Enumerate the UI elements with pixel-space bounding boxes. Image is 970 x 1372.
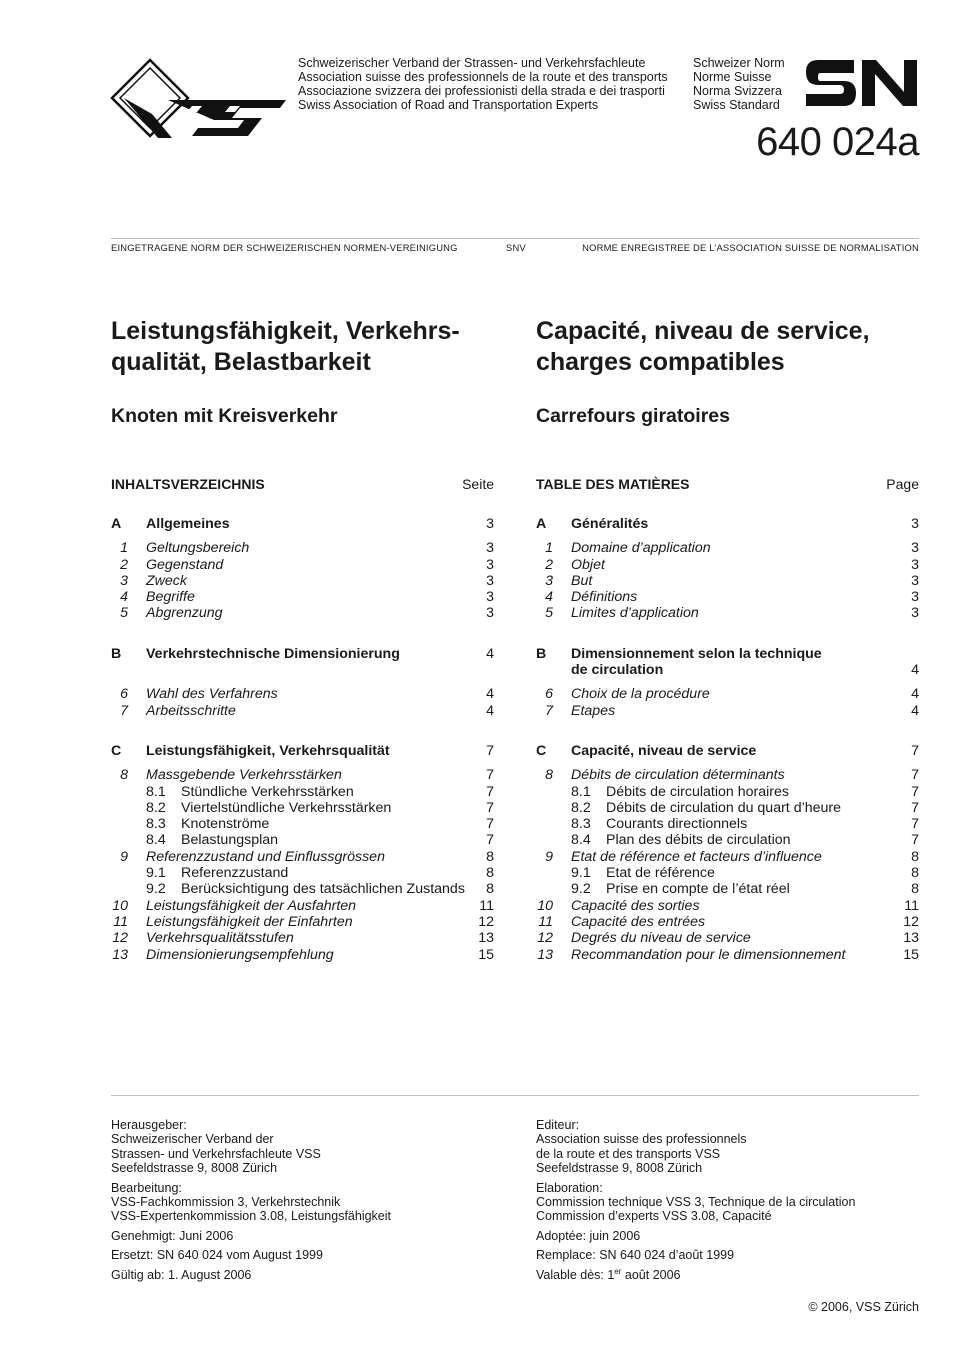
toc-label: Verkehrstechnische Dimensionierung <box>146 645 400 662</box>
toc-page: 7 <box>486 816 494 833</box>
toc-number: 8.3 <box>571 816 591 833</box>
toc-number: 8.1 <box>146 783 166 800</box>
toc-page: 3 <box>911 540 919 557</box>
toc-number: 11 <box>538 913 553 930</box>
toc-page: 7 <box>486 783 494 800</box>
toc-label-line-1: Dimensionnement selon la technique <box>571 645 822 662</box>
editing-line: VSS-Expertenkommission 3.08, Leistungsfähigkeit <box>111 1209 392 1224</box>
toc-label: Choix de la procédure <box>571 686 710 703</box>
publisher-label: Editeur: <box>536 1118 580 1132</box>
toc-label: Etat de référence et facteurs d’influence <box>571 848 822 865</box>
editing-label: Bearbeitung: <box>111 1180 182 1195</box>
toc-page: 3 <box>911 589 919 606</box>
toc-label: But <box>571 572 593 589</box>
norm-type-labels <box>693 56 785 112</box>
toc-label: Prise en compte de l’état réel <box>606 881 790 898</box>
toc-number: 9.1 <box>146 865 166 882</box>
toc-page: 3 <box>486 556 494 573</box>
norm-label-it: Norma Svizzera <box>693 84 782 98</box>
toc-item[interactable] <box>536 849 919 865</box>
toc-item[interactable] <box>111 849 494 865</box>
toc-item[interactable] <box>536 767 919 783</box>
toc-number: 9.2 <box>571 881 591 898</box>
french-column <box>536 316 919 963</box>
toc-item[interactable] <box>536 686 919 702</box>
toc-page: 7 <box>911 816 919 833</box>
toc-page: 4 <box>486 645 494 662</box>
toc-label: Zweck <box>146 572 187 589</box>
toc-label: Courants directionnels <box>606 816 748 833</box>
toc-number: 3 <box>120 572 128 589</box>
toc-page: 7 <box>911 767 919 784</box>
toc-page: 3 <box>486 589 494 606</box>
toc-number: 1 <box>545 540 553 557</box>
toc-item[interactable] <box>111 898 494 914</box>
org-line-it: Associazione svizzera dei professionisti della strada e dei trasporti <box>298 84 665 98</box>
toc-number: 9 <box>545 848 553 865</box>
publisher-address: Seefeldstrasse 9, 8008 Zürich <box>111 1161 278 1176</box>
toc-number: 9.1 <box>571 865 591 882</box>
norm-label-de: Schweizer Norm <box>693 56 785 70</box>
toc-label-line-2: de circulation <box>571 662 664 679</box>
toc-heading-fr <box>536 476 919 493</box>
toc-label: Referenzzustand und Einflussgrössen <box>146 848 385 865</box>
toc-subitem[interactable] <box>111 865 494 881</box>
toc-section[interactable] <box>536 516 919 532</box>
toc-page: 3 <box>486 540 494 557</box>
toc-page: 4 <box>911 702 919 719</box>
toc-page: 8 <box>486 865 494 882</box>
toc-number: 5 <box>545 605 553 622</box>
toc-subitem[interactable] <box>536 784 919 800</box>
toc-number: 6 <box>545 686 553 703</box>
toc-label: Recommandation pour le dimensionnement <box>571 946 846 963</box>
toc-label: Stündliche Verkehrsstärken <box>181 783 354 800</box>
toc-label: Capacité des sorties <box>571 897 700 914</box>
document-title-de <box>111 316 494 378</box>
toc-page: 7 <box>911 783 919 800</box>
org-line-fr: Association suisse des professionnels de la route et des transports <box>298 70 668 84</box>
toc-number: B <box>111 645 122 662</box>
toc-item[interactable] <box>111 914 494 930</box>
toc-item[interactable] <box>536 898 919 914</box>
toc-label: Knotenströme <box>181 816 270 833</box>
toc-item[interactable] <box>111 703 494 719</box>
toc-label: Etat de référence <box>606 865 715 882</box>
header-divider <box>111 238 919 239</box>
toc-label: Généralités <box>571 516 649 532</box>
toc-page: 3 <box>911 556 919 573</box>
toc-label: Belastungsplan <box>181 832 279 849</box>
toc-page: 3 <box>486 572 494 589</box>
toc-number: 9 <box>120 848 128 865</box>
toc-label: Capacité des entrées <box>571 913 706 930</box>
org-line-de: Schweizerischer Verband der Strassen- und Verkehrsfachleute <box>298 56 646 70</box>
toc-page: 7 <box>911 742 919 759</box>
toc-number: 12 <box>537 930 553 947</box>
toc-number: 4 <box>545 589 553 606</box>
toc-number: 4 <box>120 589 128 606</box>
toc-section[interactable] <box>536 743 919 759</box>
toc-number: 11 <box>113 913 128 930</box>
toc-number: A <box>111 516 122 532</box>
toc-section[interactable] <box>111 516 494 532</box>
toc-page: 12 <box>478 913 494 930</box>
toc-page: 7 <box>911 832 919 849</box>
toc-label: Capacité, niveau de service <box>571 742 757 759</box>
editing-line: Commission d’experts VSS 3.08, Capacité <box>536 1209 772 1224</box>
registration-snv: SNV <box>506 242 526 253</box>
toc-page: 15 <box>903 946 919 963</box>
toc-subitem[interactable] <box>111 784 494 800</box>
editing-line: VSS-Fachkommission 3, Verkehrstechnik <box>111 1195 341 1210</box>
toc-label: Begriffe <box>146 589 195 606</box>
toc-page: 12 <box>903 913 919 930</box>
toc-label: Leistungsfähigkeit der Ausfahrten <box>146 897 357 914</box>
toc-number: C <box>111 742 122 759</box>
valid-from-suffix: août 2006 <box>621 1267 681 1282</box>
toc-item[interactable] <box>536 589 919 605</box>
toc-number: B <box>536 645 547 662</box>
norm-label-en: Swiss Standard <box>693 98 780 112</box>
toc-item[interactable] <box>111 605 494 621</box>
toc-subitem[interactable] <box>536 832 919 848</box>
toc-de <box>111 516 494 963</box>
toc-label: Wahl des Verfahrens <box>146 686 278 703</box>
toc-section[interactable] <box>111 743 494 759</box>
toc-page: 8 <box>911 865 919 882</box>
toc-subitem[interactable] <box>111 881 494 897</box>
publisher-address: Seefeldstrasse 9, 8008 Zürich <box>536 1161 703 1176</box>
toc-number: 12 <box>112 930 128 947</box>
toc-page: 7 <box>486 767 494 784</box>
toc-number: 8.2 <box>571 799 591 816</box>
toc-item[interactable] <box>111 930 494 946</box>
toc-page: 7 <box>911 799 919 816</box>
document-subtitle-fr: Carrefours giratoires <box>536 405 730 427</box>
toc-page: 4 <box>486 702 494 719</box>
editing-line: Commission technique VSS 3, Technique de la circulation <box>536 1195 856 1210</box>
valid-from: Gültig ab: 1. August 2006 <box>111 1267 252 1282</box>
toc-label: Berücksichtigung des tatsächlichen Zustands <box>181 881 465 898</box>
toc-item[interactable] <box>111 686 494 702</box>
toc-label: Objet <box>571 556 605 573</box>
sn-logo <box>804 58 919 108</box>
toc-item[interactable] <box>536 914 919 930</box>
toc-item[interactable] <box>536 557 919 573</box>
editing-block <box>536 1181 926 1224</box>
toc-item[interactable] <box>111 540 494 556</box>
vss-logo <box>110 58 290 140</box>
toc-page: 7 <box>486 832 494 849</box>
toc-label: Débits de circulation du quart d’heure <box>606 799 842 816</box>
editing-block <box>111 1181 511 1224</box>
publisher-line: de la route et des transports VSS <box>536 1146 721 1161</box>
toc-page-label: Page <box>886 476 919 492</box>
toc-page: 3 <box>911 605 919 622</box>
toc-page: 3 <box>911 516 919 532</box>
toc-label: Débits de circulation déterminants <box>571 767 785 784</box>
german-column <box>111 316 494 963</box>
toc-item[interactable] <box>111 573 494 589</box>
valid-from-prefix: Valable dès: 1 <box>536 1267 615 1282</box>
toc-number: 8.1 <box>571 783 591 800</box>
toc-page: 3 <box>486 605 494 622</box>
toc-page: 3 <box>911 572 919 589</box>
toc-page: 4 <box>486 686 494 703</box>
replaces-norm: Remplace: SN 640 024 d’août 1999 <box>536 1248 735 1263</box>
toc-label: Viertelstündliche Verkehrsstärken <box>181 799 392 816</box>
toc-label: Degrés du niveau de service <box>571 930 751 947</box>
toc-number: 8.4 <box>146 832 166 849</box>
toc-title: TABLE DES MATIÈRES <box>536 476 690 492</box>
toc-subitem[interactable] <box>536 816 919 832</box>
toc-subitem[interactable] <box>111 832 494 848</box>
toc-number: 2 <box>120 556 128 573</box>
toc-item[interactable] <box>536 540 919 556</box>
toc-number: 13 <box>537 946 553 963</box>
valid-from-ordinal: er <box>614 1266 622 1276</box>
toc-subitem[interactable] <box>536 800 919 816</box>
title-line-2: qualität, Belastbarkeit <box>111 348 371 376</box>
publisher-line: Schweizerischer Verband der <box>111 1132 274 1147</box>
norm-number: 640 024a <box>756 120 919 164</box>
toc-subitem[interactable] <box>536 881 919 897</box>
toc-label: Massgebende Verkehrsstärken <box>146 767 342 784</box>
toc-item[interactable] <box>111 767 494 783</box>
toc-page: 8 <box>486 881 494 898</box>
toc-label: Domaine d’application <box>571 540 711 557</box>
toc-item[interactable] <box>536 573 919 589</box>
toc-page: 11 <box>904 897 919 914</box>
toc-label: Verkehrsqualitätsstufen <box>146 930 294 947</box>
toc-label: Allgemeines <box>146 516 230 532</box>
toc-section[interactable] <box>536 646 919 679</box>
toc-label: Referenzzustand <box>181 865 289 882</box>
editing-label: Elaboration: <box>536 1180 603 1195</box>
publisher-line: Association suisse des professionnels <box>536 1132 747 1147</box>
toc-page: 4 <box>911 662 919 679</box>
toc-page: 7 <box>486 799 494 816</box>
toc-page: 13 <box>478 930 494 947</box>
toc-number: 3 <box>545 572 553 589</box>
toc-number: 7 <box>545 702 553 719</box>
toc-number: 8.4 <box>571 832 591 849</box>
toc-label: Gegenstand <box>146 556 224 573</box>
toc-number: 8.3 <box>146 816 166 833</box>
toc-fr <box>536 516 919 963</box>
toc-number: 13 <box>112 946 128 963</box>
toc-page: 3 <box>486 516 494 532</box>
toc-label: Geltungsbereich <box>146 540 250 557</box>
toc-page: 8 <box>486 848 494 865</box>
toc-number: 10 <box>537 897 553 914</box>
toc-number: 6 <box>120 686 128 703</box>
footer-de <box>111 1118 511 1287</box>
toc-heading-de <box>111 476 494 493</box>
toc-item[interactable] <box>111 589 494 605</box>
toc-label: Etapes <box>571 702 616 719</box>
toc-title: INHALTSVERZEICHNIS <box>111 476 265 492</box>
toc-page: 8 <box>911 881 919 898</box>
approved-date: Genehmigt: Juni 2006 <box>111 1228 234 1243</box>
title-line-2: charges compatibles <box>536 348 785 376</box>
registration-text-fr: NORME ENREGISTREE DE L’ASSOCIATION SUISSE DE NORMALISATION <box>582 242 919 253</box>
toc-label: Leistungsfähigkeit, Verkehrsqualität <box>146 742 390 759</box>
publisher-block <box>111 1118 511 1176</box>
toc-page: 15 <box>478 946 494 963</box>
toc-item[interactable] <box>536 605 919 621</box>
toc-label: Abgrenzung <box>146 605 223 622</box>
toc-subitem[interactable] <box>111 800 494 816</box>
toc-number: 10 <box>112 897 128 914</box>
toc-item[interactable] <box>536 930 919 946</box>
toc-number: 5 <box>120 605 128 622</box>
toc-label: Définitions <box>571 589 638 606</box>
toc-label: Plan des débits de circulation <box>606 832 791 849</box>
toc-subitem[interactable] <box>111 816 494 832</box>
footer-divider <box>111 1095 919 1096</box>
approved-date: Adoptée: juin 2006 <box>536 1228 641 1243</box>
toc-number: 7 <box>120 702 128 719</box>
toc-section[interactable] <box>111 646 494 662</box>
replaces-norm: Ersetzt: SN 640 024 vom August 1999 <box>111 1248 323 1263</box>
valid-from <box>536 1268 926 1282</box>
document-title-fr <box>536 316 919 378</box>
toc-number: 8.2 <box>146 799 166 816</box>
organisation-names <box>298 56 668 112</box>
toc-number: 9.2 <box>146 881 166 898</box>
document-subtitle-de: Knoten mit Kreisverkehr <box>111 405 338 427</box>
toc-page: 7 <box>486 742 494 759</box>
toc-label: Arbeitsschritte <box>146 702 236 719</box>
toc-item[interactable] <box>536 947 919 963</box>
title-line-1: Leistungsfähigkeit, Verkehrs- <box>111 317 460 345</box>
toc-page: 4 <box>911 686 919 703</box>
toc-subitem[interactable] <box>536 865 919 881</box>
toc-label <box>536 646 919 679</box>
toc-page: 8 <box>911 848 919 865</box>
toc-label: Leistungsfähigkeit der Einfahrten <box>146 913 353 930</box>
toc-page-label: Seite <box>462 476 494 492</box>
publisher-label: Herausgeber: <box>111 1118 187 1132</box>
publisher-block <box>536 1118 926 1176</box>
toc-number: 8 <box>120 767 128 784</box>
copyright: © 2006, VSS Zürich <box>808 1300 919 1314</box>
toc-number: 8 <box>545 767 553 784</box>
title-line-1: Capacité, niveau de service, <box>536 317 870 345</box>
toc-item[interactable] <box>111 947 494 963</box>
toc-label: Débits de circulation horaires <box>606 783 789 800</box>
toc-number: 1 <box>120 540 128 557</box>
toc-number: A <box>536 516 547 532</box>
toc-item[interactable] <box>536 703 919 719</box>
toc-number: 2 <box>545 556 553 573</box>
toc-page: 13 <box>903 930 919 947</box>
toc-page: 11 <box>479 897 494 914</box>
toc-label: Dimensionierungsempfehlung <box>146 946 334 963</box>
registration-text-de: EINGETRAGENE NORM DER SCHWEIZERISCHEN NORMEN-VEREINIGUNG <box>111 242 458 253</box>
toc-number: C <box>536 742 547 759</box>
org-line-en: Swiss Association of Road and Transportation Experts <box>298 98 599 112</box>
toc-label: Limites d’application <box>571 605 699 622</box>
toc-item[interactable] <box>111 557 494 573</box>
publisher-line: Strassen- und Verkehrsfachleute VSS <box>111 1146 321 1161</box>
footer-fr <box>536 1118 926 1287</box>
norm-label-fr: Norme Suisse <box>693 70 772 84</box>
